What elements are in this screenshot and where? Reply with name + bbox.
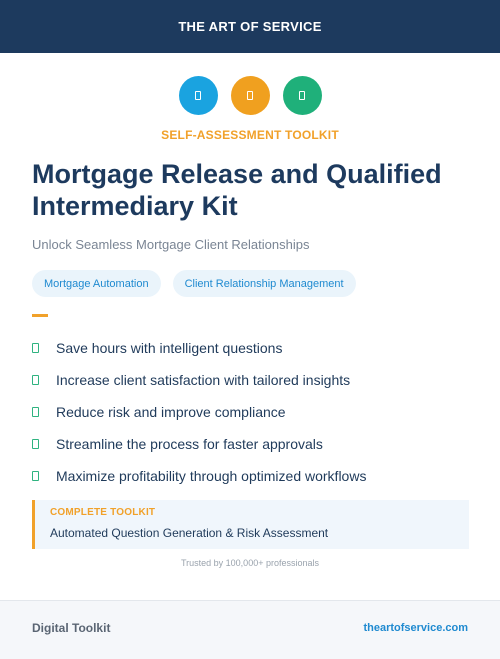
document-icon: [283, 76, 322, 115]
icon-row: [0, 76, 500, 115]
list-item: [32, 428, 472, 460]
list-item: [32, 396, 472, 428]
subtitle: Unlock Seamless Mortgage Client Relationships: [32, 237, 310, 252]
list-item: [32, 364, 472, 396]
benefit-list: [32, 332, 472, 492]
brand-name: THE ART OF SERVICE: [178, 19, 322, 34]
benefit-text: Increase client satisfaction with tailored insights: [56, 372, 351, 388]
website-link[interactable]: theartofservice.com: [363, 622, 468, 634]
trusted-note: Trusted by 100,000+ professionals: [180, 558, 319, 568]
accent-divider: [32, 314, 48, 317]
check-icon: [32, 375, 39, 385]
footer-label: Digital Toolkit: [32, 621, 111, 635]
check-icon: [32, 407, 39, 417]
list-item: [32, 460, 472, 492]
benefit-text: Save hours with intelligent questions: [56, 340, 283, 356]
document-icon: [231, 76, 270, 115]
benefit-text: Reduce risk and improve compliance: [56, 404, 286, 420]
tag-mortgage-automation: Mortgage Automation: [32, 270, 161, 297]
page-title: Mortgage Release and Qualified Intermediary Kit: [32, 159, 442, 221]
tag-list: [32, 270, 356, 297]
check-icon: [32, 439, 39, 449]
kicker-label: SELF-ASSESSMENT TOOLKIT: [161, 128, 339, 142]
benefit-text: Maximize profitability through optimized workflows: [56, 468, 367, 484]
callout-label: COMPLETE TOOLKIT: [50, 507, 156, 518]
toolkit-callout: [32, 500, 469, 549]
check-icon: [32, 471, 39, 481]
footer-bar: [0, 600, 500, 659]
callout-value: Automated Question Generation & Risk Assessment: [50, 526, 329, 540]
document-icon: [179, 76, 218, 115]
tag-client-relationship-management: Client Relationship Management: [173, 270, 356, 297]
list-item: [32, 332, 472, 364]
header-bar: [0, 0, 500, 53]
check-icon: [32, 343, 39, 353]
benefit-text: Streamline the process for faster approvals: [56, 436, 323, 452]
